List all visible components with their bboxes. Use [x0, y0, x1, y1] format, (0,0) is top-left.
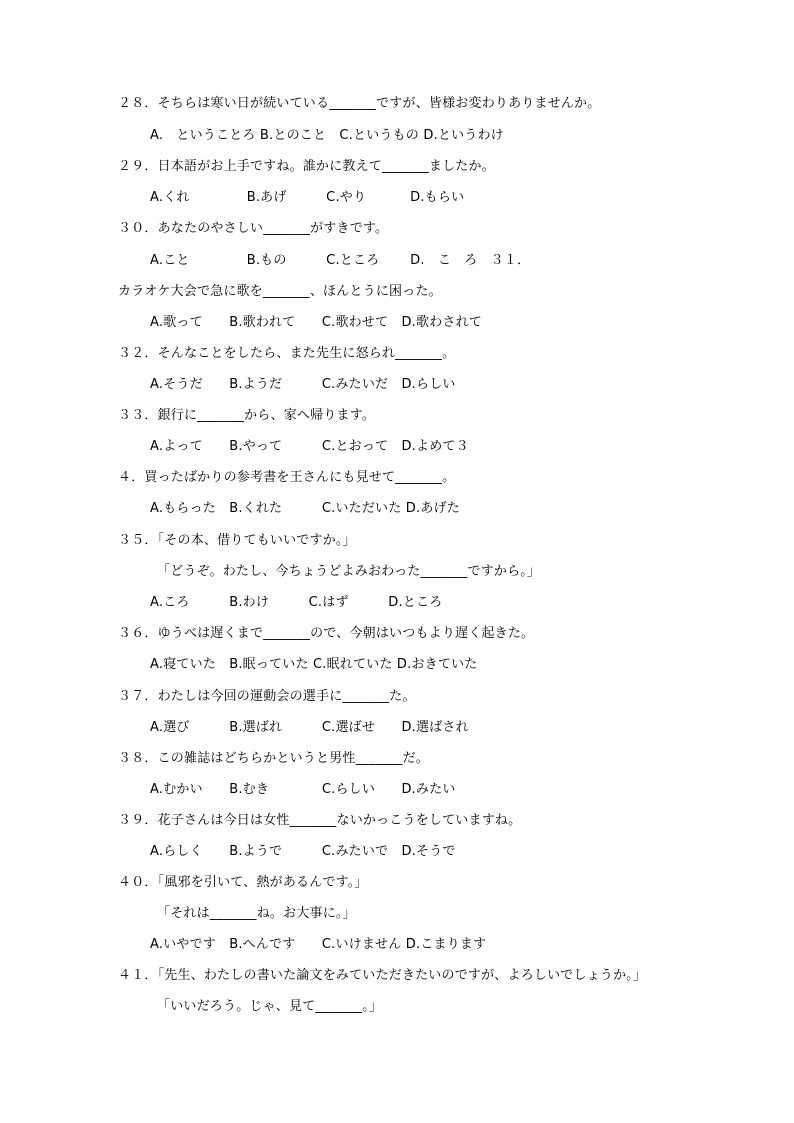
question-37: ３７．わたしは今回の運動会の選手に_______た。	[118, 689, 416, 704]
options-39: A.らしく B.ようで C.みたいで D.そうで	[150, 844, 456, 859]
question-41: ４１．「先生、わたしの書いた論文をみていただきたいのですが、よろしいでしょうか。」	[118, 968, 647, 983]
options-34: A.もらった B.くれた C.いただいた D.あげた	[150, 501, 460, 516]
question-33: ３３．銀行に_______から、家へ帰ります。	[118, 408, 376, 423]
question-28: ２８．そちらは寒い日が続いている_______ですが、皆様お変わりありませんか。	[118, 96, 601, 111]
question-38: ３８．この雑誌はどちらかというと男性_______だ。	[118, 751, 429, 766]
question-31: カラオケ大会で急に歌を_______、ほんとうに困った。	[118, 284, 442, 299]
question-41-reply: 「いいだろう。じゃ、見て_______。」	[157, 999, 383, 1014]
question-40: ４０．「風邪を引いて、熱があるんです。」	[118, 875, 368, 890]
options-33: A.よって B.やって C.とおって D.よめて３	[150, 439, 469, 454]
question-35-reply: 「どうぞ。わたし、今ちょうどよみおわった_______ですから。」	[157, 564, 541, 579]
question-34: ４．買ったばかりの参考書を王さんにも見せて_______。	[118, 470, 456, 485]
question-40-reply: 「それは_______ね。お大事に。」	[157, 906, 356, 921]
options-36: A.寝ていた B.眠っていた C.眠れていた D.おきていた	[150, 657, 478, 672]
question-39: ３９．花子さんは今日は女性_______ないかっこうをしていますね。	[118, 813, 522, 828]
options-38: A.むかい B.むき C.らしい D.みたい	[150, 782, 456, 797]
question-32: ３２．そんなことをしたら、また先生に怒られ_______。	[118, 346, 456, 361]
options-30: A.こと B.もの C.ところ D. こ ろ ３１．	[150, 253, 531, 268]
options-40: A.いやです B.へんです C.いけません D.こまります	[150, 937, 487, 952]
question-36: ３６．ゆうべは遅くまで_______ので、今朝はいつもより遅く起きた。	[118, 626, 535, 641]
options-31: A.歌って B.歌われて C.歌わせて D.歌わされて	[150, 315, 482, 330]
question-35: ３５．「その本、借りてもいいですか。」	[118, 533, 356, 548]
options-28: A. ということろ B.とのこと C.というもの D.というわけ	[150, 128, 504, 143]
options-37: A.選び B.選ばれ C.選ばせ D.選ばされ	[150, 720, 469, 735]
options-29: A.くれ B.あげ C.やり D.もらい	[150, 190, 465, 205]
options-32: A.そうだ B.ようだ C.みたいだ D.らしい	[150, 377, 456, 392]
question-30: ３０．あなたのやさしい_______がすきです。	[118, 221, 389, 236]
options-35: A.ころ B.わけ C.はず D.ところ	[150, 595, 443, 610]
question-29: ２９．日本語がお上手ですね。誰かに教えて_______ましたか。	[118, 159, 495, 174]
